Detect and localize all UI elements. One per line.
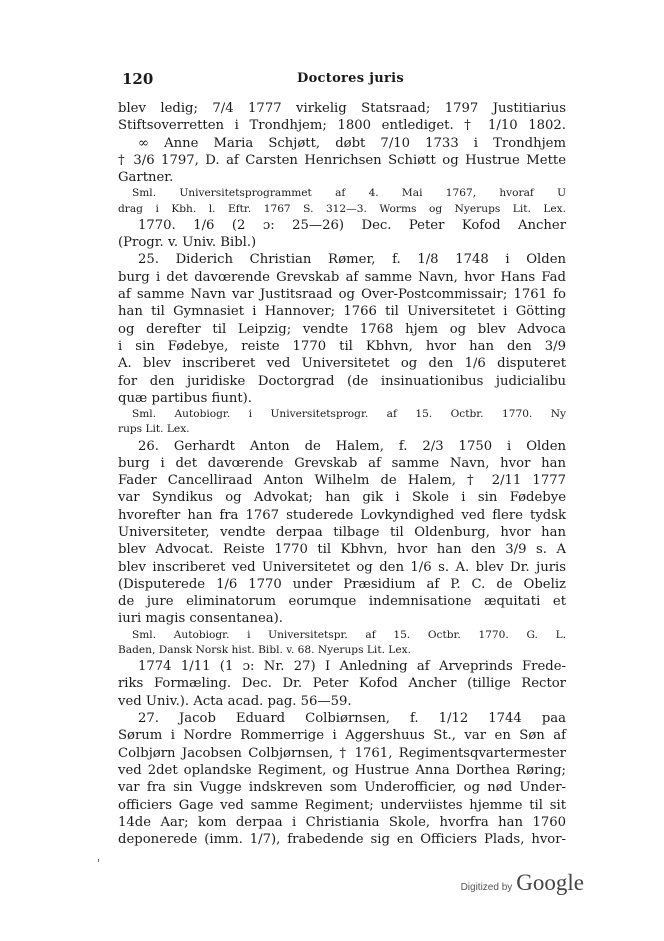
text-line: var fra sin Vugge indskreven som Underofficier, og nød Under- xyxy=(118,780,566,796)
text-line: (Disputerede 1/6 1770 under Præsidium af P. C. de Obeliz xyxy=(118,576,566,592)
text-line: 1770. 1/6 (2 ɔ: 25—26) Dec. Peter Kofod Ancher xyxy=(138,217,566,233)
text-line: ∞ Anne Maria Schjøtt, døbt 7/10 1733 i Trondhjem xyxy=(138,135,566,151)
page-header xyxy=(122,70,552,90)
text-line: Gartner. xyxy=(118,170,174,186)
text-line: Fader Cancelliraad Anton Wilhelm de Halem, † 2/11 1777 xyxy=(118,473,566,489)
text-line: deponerede (imm. 1/7), frabedende sig en Officiers Plads, hvor- xyxy=(118,832,566,848)
text-line: blev Advocat. Reiste 1770 til Kbhvn, hvor han den 3/9 s. A xyxy=(118,542,566,558)
text-line: riks Formæling. Dec. Dr. Peter Kofod Ancher (tillige Rector xyxy=(118,676,566,692)
text-line: de jure eliminatorum eorumque indemnisatione æquitati et xyxy=(118,594,566,610)
text-line: 1774 1/11 (1 ɔ: Nr. 27) I Anledning af Arveprinds Frede- xyxy=(138,659,566,675)
digitized-watermark xyxy=(461,870,584,896)
text-line: officiers Gage ved samme Regiment; underviistes hjemme til sit xyxy=(118,797,566,813)
text-line: og derefter til Leipzig; vendte 1768 hjem og blev Advoca xyxy=(118,321,566,337)
text-line: quæ partibus fiunt). xyxy=(118,390,252,406)
reference-line: drag i Kbh. l. Eftr. 1767 S. 312—3. Worms og Nyerups Lit. Lex. xyxy=(118,202,566,215)
text-line: 27. Jacob Eduard Colbiørnsen, f. 1/12 1744 paa xyxy=(138,711,566,727)
text-line: 25. Diderich Christian Rømer, f. 1/8 1748 i Olden xyxy=(138,252,566,268)
reference-line: Sml. Autobiogr. i Universitetspr. af 15. Octbr. 1770. G. L. xyxy=(132,628,566,641)
text-line: hvorefter han fra 1767 studerede Lovkyndighed ved flere tydsk xyxy=(118,507,566,523)
text-line: Universiteter, vendte derpaa tilbage til Oldenburg, hvor han xyxy=(118,524,566,540)
text-line: Sørum i Nordre Rommerrige i Aggershuus St., var en Søn af xyxy=(118,728,566,744)
running-head: Doctores juris xyxy=(297,71,404,86)
text-line: A. blev inscriberet ved Universitetet og den 1/6 disputeret xyxy=(118,356,566,372)
body-text xyxy=(118,100,566,848)
text-line: blev inscriberet ved Universitetet og den 1/6 s. A. blev Dr. juris xyxy=(118,559,566,575)
text-line: ved Univ.). Acta acad. pag. 56—59. xyxy=(118,693,352,709)
text-line: Colbjørn Jacobsen Colbjørnsen, † 1761, Regimentsqvartermester xyxy=(118,745,566,761)
text-line: blev ledig; 7/4 1777 virkelig Statsraad; 1797 Justitiarius xyxy=(118,101,566,116)
text-line: for den juridiske Doctorgrad (de insinuationibus judicialibu xyxy=(118,373,566,389)
text-line: 14de Aar; kom derpaa i Christiania Skole, hvorfra han 1760 xyxy=(118,814,566,830)
text-line: af samme Navn var Justitsraad og Over-Postcommissair; 1761 fo xyxy=(118,287,566,303)
reference-line: Sml. Universitetsprogrammet af 4. Mai 1767, hvoraf U xyxy=(132,187,566,200)
text-line: burg i det davœrende Grevskab af samme Navn, hvor Hans Fad xyxy=(118,269,566,285)
reference-line: rups Lit. Lex. xyxy=(118,423,190,436)
text-line: han til Gymnasiet i Hannover; 1766 til Universitetet i Götting xyxy=(118,304,566,320)
text-line: Stiftsoverretten i Trondhjem; 1800 entlediget. † 1/10 1802. xyxy=(118,118,566,134)
text-line: † 3/6 1797, D. af Carsten Henrichsen Schiøtt og Hustrue Mette xyxy=(118,152,566,168)
text-line: 26. Gerhardt Anton de Halem, f. 2/3 1750 i Olden xyxy=(138,438,566,454)
watermark-prefix: Digitized by xyxy=(460,882,513,893)
text-line: burg i det davœrende Grevskab af samme Navn, hvor han xyxy=(118,455,566,471)
google-logo: Google xyxy=(516,870,584,895)
page-number: 120 xyxy=(122,70,154,88)
text-line: iuri magis consentanea). xyxy=(118,611,283,627)
text-line: i sin Fødebye, reiste 1770 til Kbhvn, hvor han den 3/9 xyxy=(118,338,566,354)
text-line: ved 2det oplandske Regiment, og Hustrue Anna Dorthea Røring; xyxy=(118,762,566,778)
reference-line: Sml. Autobiogr. i Universitetsprogr. af 15. Octbr. 1770. Ny xyxy=(132,408,566,421)
text-line: (Progr. v. Univ. Bibl.) xyxy=(118,235,257,251)
reference-line: Baden, Dansk Norsk hist. Bibl. v. 68. Nyerups Lit. Lex. xyxy=(118,643,411,656)
footer-mark: ' xyxy=(97,857,101,870)
text-line: var Syndikus og Advokat; han gik i Skole i sin Fødebye xyxy=(118,490,566,506)
